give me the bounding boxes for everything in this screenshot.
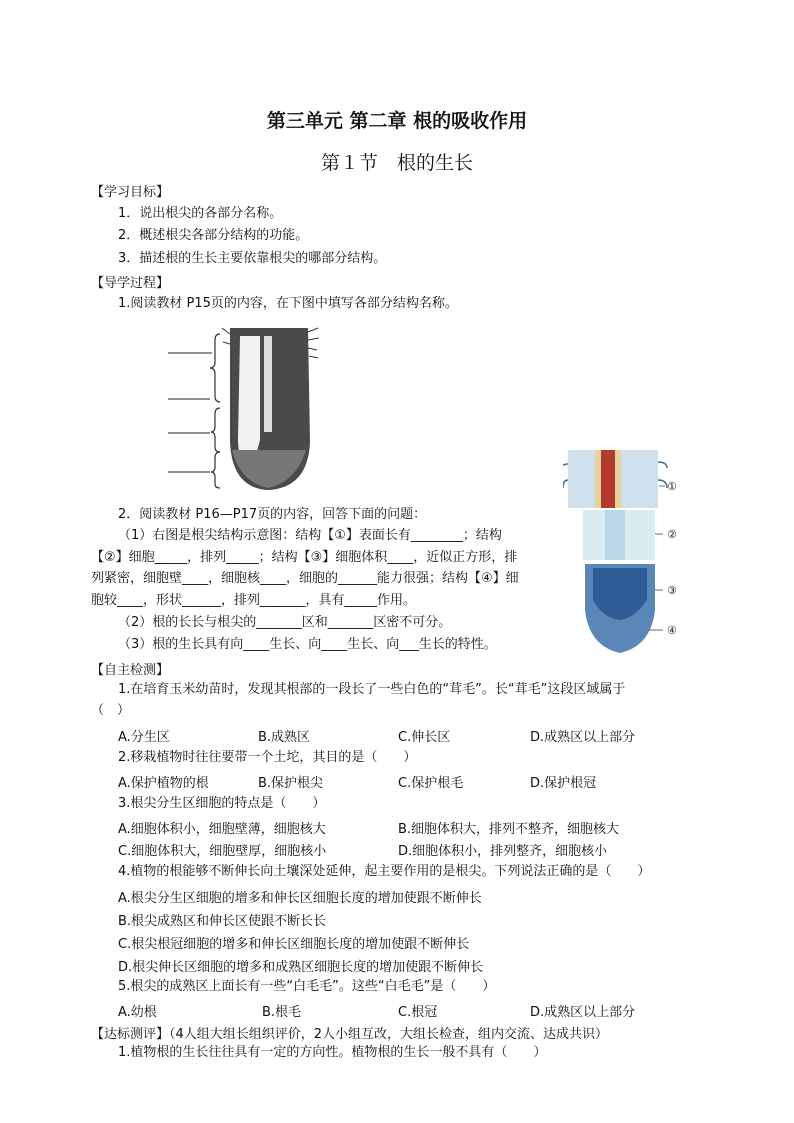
process-question-1: 1.阅读教材 P15页的内容，在下图中填写各部分结构名称。 <box>118 296 458 311</box>
option-d[interactable]: D.成熟区以上部分 <box>530 1005 636 1020</box>
selfcheck-question-3: 3.根尖分生区细胞的特点是（ ） <box>118 796 326 811</box>
option-d[interactable]: D.根尖伸长区细胞的增多和成熟区细胞长度的增加使跟不断伸长 <box>118 960 484 975</box>
goal-item: 3．描述根的生长主要依靠根尖的哪部分结构。 <box>118 251 387 266</box>
selfcheck-question-1-cont: （ ） <box>91 703 131 718</box>
selfcheck-question-4: 4.植物的根能够不断伸长向土壤深处延伸，起主要作用的是根尖。下列说法正确的是（ ） <box>118 864 651 879</box>
root-tip-diagram <box>160 322 320 492</box>
page-title: 第三单元 第二章 根的吸收作用 <box>266 110 528 132</box>
option-d[interactable]: D.成熟区以上部分 <box>530 730 636 745</box>
section-selfcheck-heading: 【自主检测】 <box>91 663 170 678</box>
review-heading-label: 【达标测评】 <box>91 1027 170 1042</box>
selfcheck-question-1: 1.在培育玉米幼苗时，发现其根部的一段长了一些白色的“茸毛”。长“茸毛”这段区域属于 <box>118 682 626 697</box>
option-a[interactable]: A.分生区 <box>118 730 170 745</box>
option-d[interactable]: D.细胞体积小，排列整齐，细胞核小 <box>398 844 608 859</box>
q2-line: 【②】细胞_____，排列_____；结构【③】细胞体积____，近似正方形，排 <box>91 550 518 565</box>
q2-line: （3）根的生长具有向____生长、向____生长、向___生长的特性。 <box>118 637 497 652</box>
review-question-1: 1.植物根的生长往往具有一定的方向性。植物根的生长一般不具有（ ） <box>118 1045 547 1060</box>
option-b[interactable]: B.保护根尖 <box>258 776 324 791</box>
section-goals-heading: 【学习目标】 <box>91 185 170 200</box>
option-a[interactable]: A.幼根 <box>118 1005 157 1020</box>
option-c[interactable]: C.根尖根冠细胞的增多和伸长区细胞长度的增加使跟不断伸长 <box>118 937 470 952</box>
q2-line: （2）根的长长与根尖的_______区和_______区密不可分。 <box>118 615 452 630</box>
option-d[interactable]: D.保护根冠 <box>530 776 597 791</box>
option-c[interactable]: C.伸长区 <box>398 730 451 745</box>
figure-label-4: ④ <box>667 624 677 637</box>
option-b[interactable]: B.细胞体积大，排列不整齐，细胞核大 <box>398 822 620 837</box>
selfcheck-question-5: 5.根尖的成熟区上面长有一些“白毛毛”。这些“白毛毛”是（ ） <box>118 979 496 994</box>
option-b[interactable]: B.根毛 <box>262 1005 302 1020</box>
root-structure-figure <box>563 450 693 655</box>
option-c[interactable]: C.根冠 <box>398 1005 438 1020</box>
figure-label-3: ③ <box>667 584 677 597</box>
option-a[interactable]: A.保护植物的根 <box>118 776 209 791</box>
goal-item: 1．说出根尖的各部分名称。 <box>118 206 283 221</box>
goal-item: 2．概述根尖各部分结构的功能。 <box>118 228 309 243</box>
option-b[interactable]: B.根尖成熟区和伸长区使跟不断长长 <box>118 914 327 929</box>
selfcheck-question-2: 2.移栽植物时往往要带一个土坨，其目的是（ ） <box>118 750 417 765</box>
section-process-heading: 【导学过程】 <box>91 276 170 291</box>
review-note: （4人组大组长组织评价，2人小组互改，大组长检查，组内交流、达成共识） <box>169 1027 609 1042</box>
q2-line: （1）右图是根尖结构示意图：结构【①】表面长有________；结构 <box>118 528 502 543</box>
option-c[interactable]: C.细胞体积大，细胞壁厚，细胞核小 <box>118 844 327 859</box>
option-c[interactable]: C.保护根毛 <box>398 776 464 791</box>
q2-line: 列紧密，细胞壁____，细胞核____，细胞的______能力很强；结构【④】细 <box>91 571 519 586</box>
page-subtitle: 第１节 根的生长 <box>320 152 473 174</box>
q2-line: 胞较____，形状______，排列_______，具有_____作用。 <box>91 593 417 608</box>
option-a[interactable]: A.根尖分生区细胞的增多和伸长区细胞长度的增加使跟不断伸长 <box>118 891 482 906</box>
figure-label-1: ① <box>667 480 677 493</box>
figure-label-2: ② <box>667 528 677 541</box>
section-review-heading <box>91 1023 608 1042</box>
option-a[interactable]: A.细胞体积小，细胞壁薄，细胞核大 <box>118 822 326 837</box>
process-question-2: 2．阅读教材 P16—P17页的内容，回答下面的问题： <box>118 507 427 522</box>
option-b[interactable]: B.成熟区 <box>258 730 311 745</box>
